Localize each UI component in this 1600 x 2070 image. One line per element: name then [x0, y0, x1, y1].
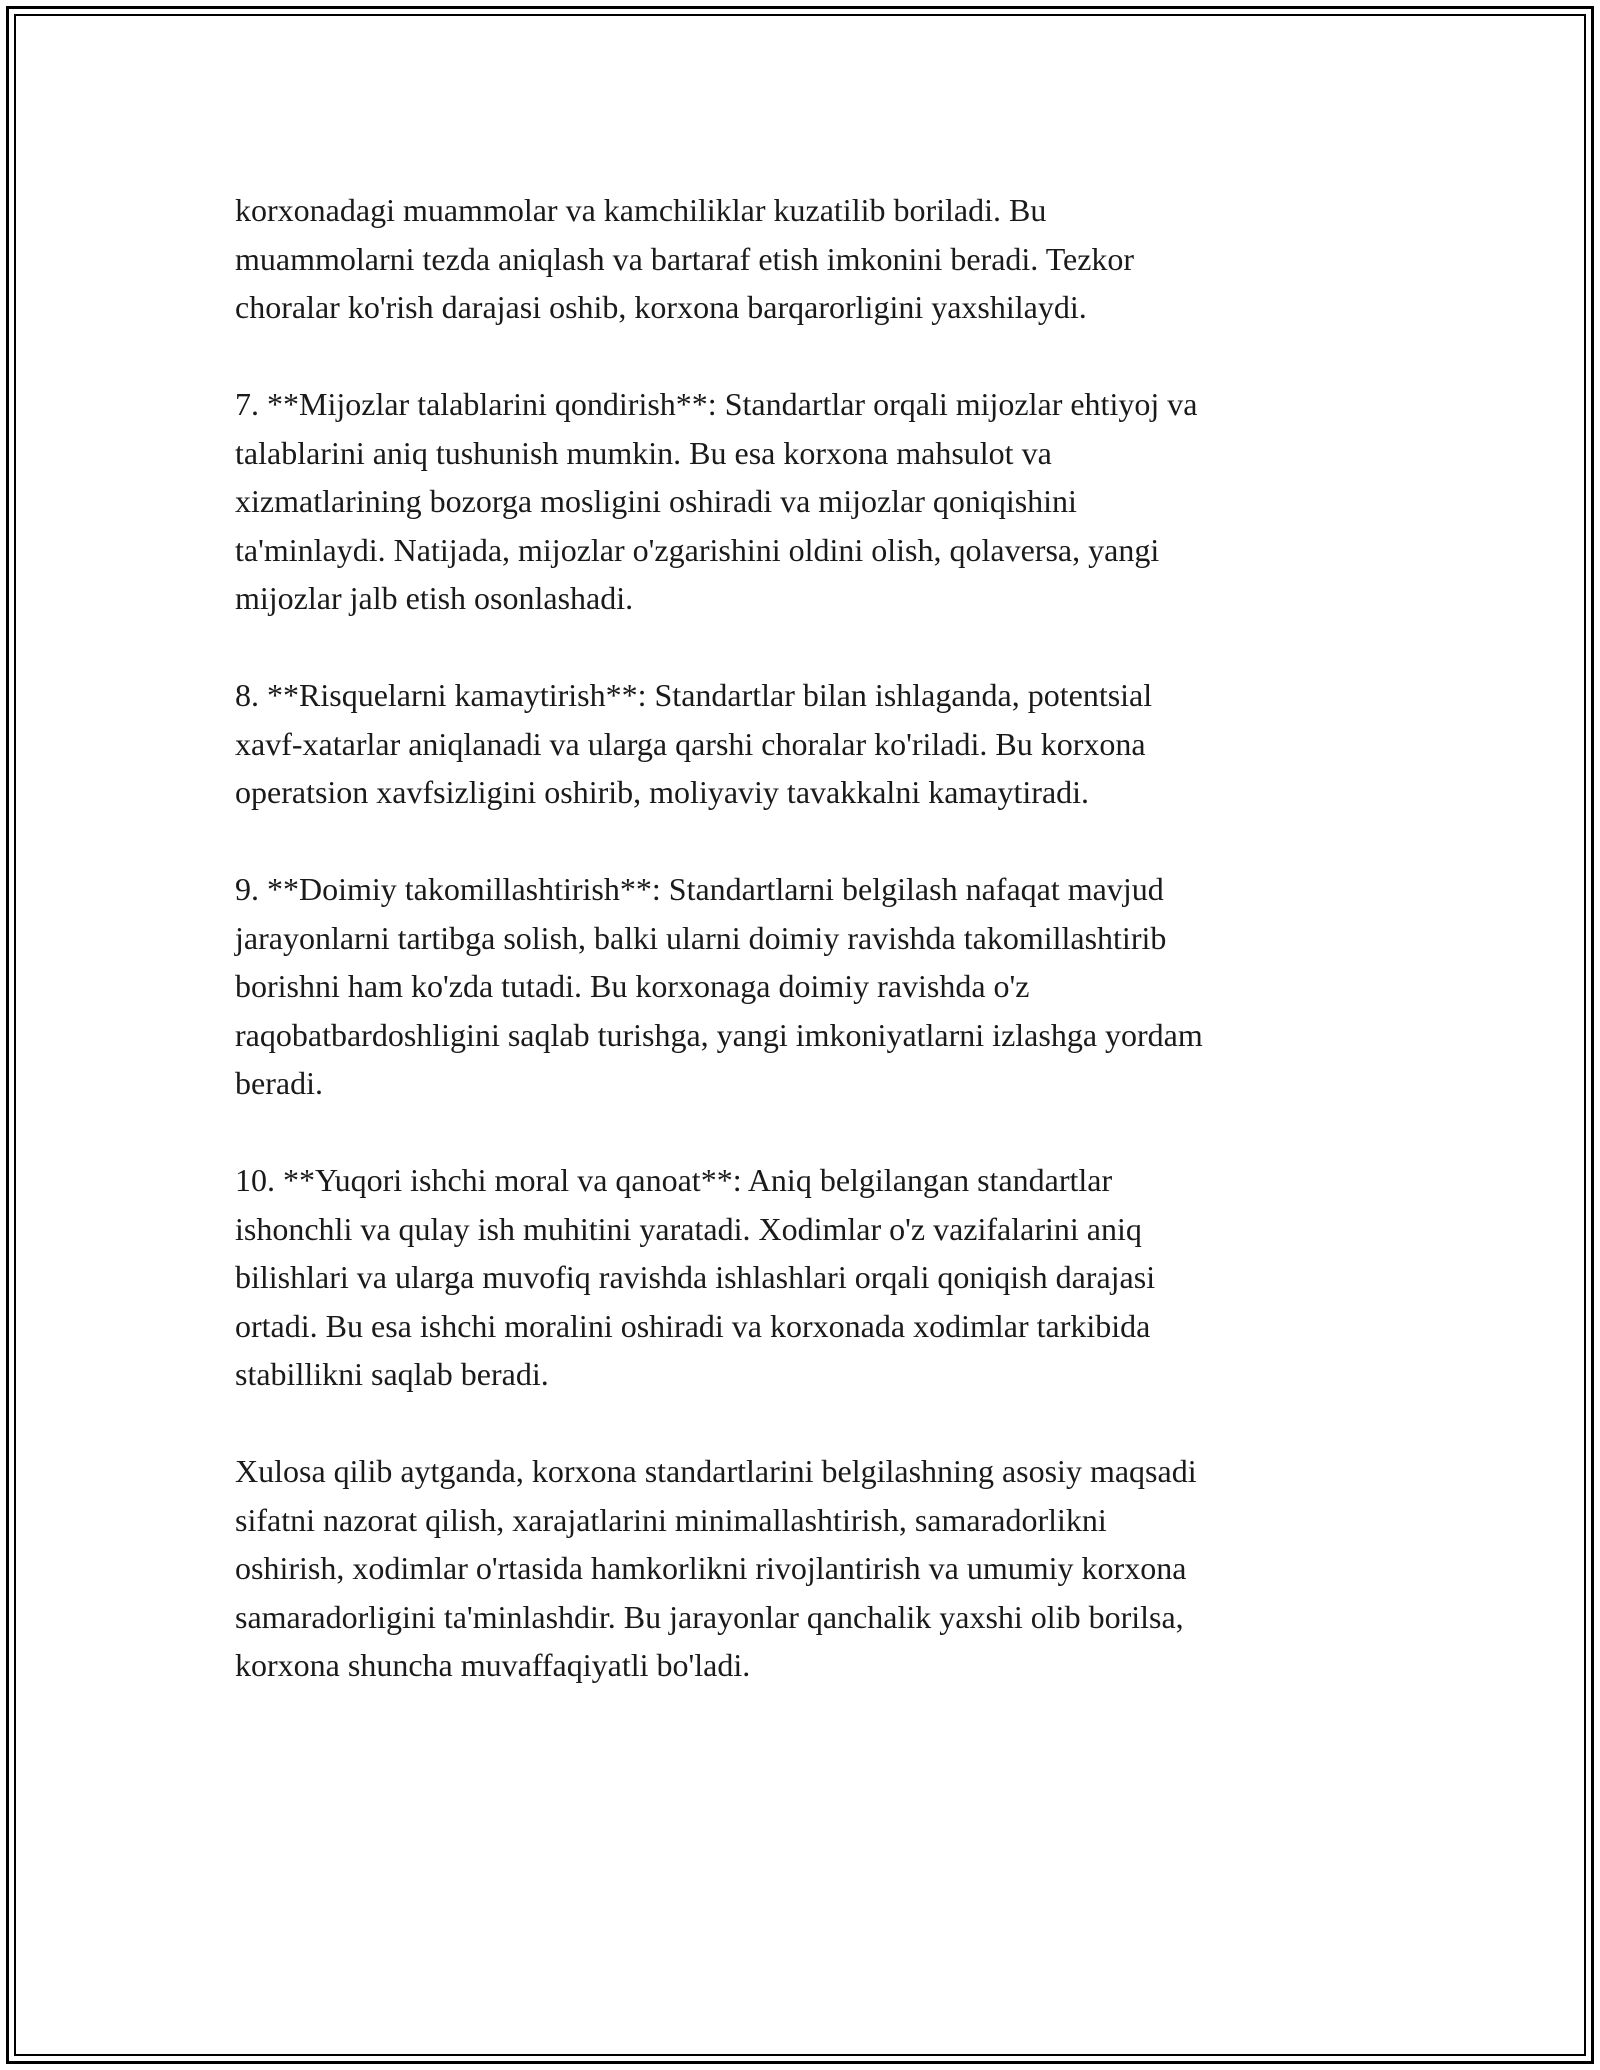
paragraph-item-8: 8. **Risquelarni kamaytirish**: Standartlar bilan ishlaganda, potentsial xavf-xatarlar aniqlanadi va ularga qarshi choralar ko'riladi. Bu korxona operatsion xavfsizligini oshirib, moliyaviy tavakkalni kamaytiradi. [235, 677, 1153, 810]
paragraph-item-10: 10. **Yuqori ishchi moral va qanoat**: Aniq belgilangan standartlar ishonchli va qulay ish muhitini yaratadi. Xodimlar o'z vazifalarini aniq bilishlari va ularga muvofiq ravishda ishlashlari orqali qoniqish darajasi ortadi. Bu esa ishchi moralini oshiradi va korxonada xodimlar tarkibida stabillikni saqlab beradi. [235, 1162, 1156, 1392]
document-body [235, 186, 1355, 1690]
paragraph-item-9: 9. **Doimiy takomillashtirish**: Standartlarni belgilash nafaqat mavjud jarayonlarni tartibga solish, balki ularni doimiy ravishda takomillashtirib borishni ham ko'zda tutadi. Bu korxonaga doimiy ravishda o'z raqobatbardoshligini saqlab turishga, yangi imkoniyatlarni izlashga yordam beradi. [235, 871, 1203, 1101]
paragraph-conclusion: Xulosa qilib aytganda, korxona standartlarini belgilashning asosiy maqsadi sifatni nazorat qilish, xarajatlarini minimallashtirish, samaradorlikni oshirish, xodimlar o'rtasida hamkorlikni rivojlantirish va umumiy korxona samaradorligini ta'minlashdir. Bu jarayonlar qanchalik yaxshi olib borilsa, korxona shuncha muvaffaqiyatli bo'ladi. [235, 1453, 1197, 1683]
paragraph-item-7: 7. **Mijozlar talablarini qondirish**: Standartlar orqali mijozlar ehtiyoj va talablarini aniq tushunish mumkin. Bu esa korxona mahsulot va xizmatlarining bozorga mosligini oshiradi va mijozlar qoniqishini ta'minlaydi. Natijada, mijozlar o'zgarishini oldini olish, qolaversa, yangi mijozlar jalb etish osonlashadi. [235, 386, 1198, 616]
paragraph-intro-continuation: korxonadagi muammolar va kamchiliklar kuzatilib boriladi. Bu muammolarni tezda aniqlash va bartaraf etish imkonini beradi. Tezkor choralar ko'rish darajasi oshib, korxona barqarorligini yaxshilaydi. [235, 192, 1135, 325]
